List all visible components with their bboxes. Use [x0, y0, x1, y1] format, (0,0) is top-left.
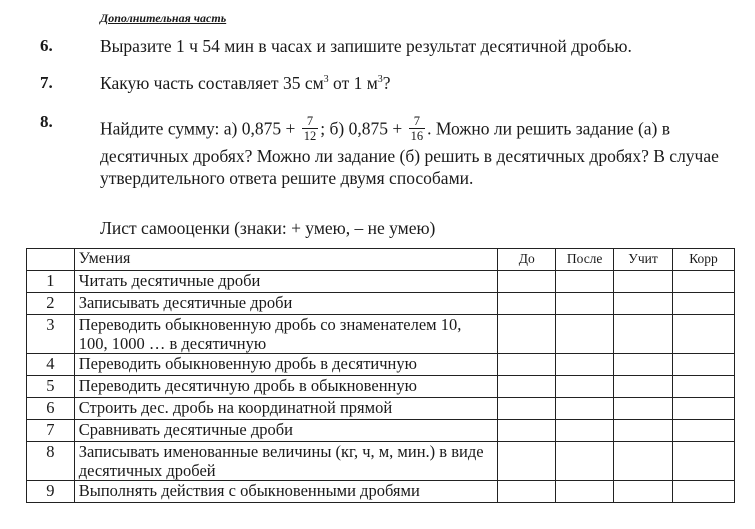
table-row — [27, 354, 735, 376]
cell-correction[interactable] — [673, 398, 735, 420]
cell-after[interactable] — [556, 398, 614, 420]
row-number: 7 — [27, 420, 75, 442]
skill-cell: Строить дес. дробь на координатной прямой — [74, 398, 498, 420]
cell-before[interactable] — [498, 315, 556, 354]
cell-after[interactable] — [556, 420, 614, 442]
row-number: 5 — [27, 376, 75, 398]
cell-before[interactable] — [498, 398, 556, 420]
cell-correction[interactable] — [673, 376, 735, 398]
section-title: Дополнительная часть — [100, 11, 227, 25]
skill-cell: Сравнивать десятичные дроби — [74, 420, 498, 442]
task-8-part-1: Найдите сумму: а) 0,875 + — [100, 118, 300, 139]
cell-before[interactable] — [498, 481, 556, 503]
task-number-7: 7. — [40, 73, 53, 92]
fraction-2-denominator: 16 — [410, 129, 424, 143]
cell-teacher[interactable] — [614, 293, 673, 315]
skill-cell: Записывать десятичные дроби — [74, 293, 498, 315]
row-number: 9 — [27, 481, 75, 503]
header-before: До — [498, 249, 556, 271]
task-7-sup-2: 3 — [377, 74, 383, 86]
task-number-8: 8. — [40, 112, 53, 131]
task-6-text: Выразите 1 ч 54 мин в часах и запишите результат десятичной дробью. — [100, 36, 632, 56]
cell-after[interactable] — [556, 293, 614, 315]
fraction-2-numerator: 7 — [409, 114, 426, 129]
table-row — [27, 481, 735, 503]
skill-cell: Читать десятичные дроби — [74, 271, 498, 293]
task-7-text-after: ? — [382, 73, 391, 93]
cell-after[interactable] — [556, 315, 614, 354]
task-7-text-mid: от 1 м — [328, 73, 378, 93]
cell-correction[interactable] — [673, 271, 735, 293]
skill-cell: Переводить обыкновенную дробь со знаменателем 10, 100, 1000 … в десятичную — [74, 315, 498, 354]
row-number: 1 — [27, 271, 75, 293]
cell-teacher[interactable] — [614, 271, 673, 293]
cell-after[interactable] — [556, 271, 614, 293]
self-assessment-table — [26, 248, 735, 503]
cell-before[interactable] — [498, 293, 556, 315]
cell-correction[interactable] — [673, 354, 735, 376]
table-row — [27, 315, 735, 354]
task-7-sup-1: 3 — [323, 74, 329, 86]
header-skills: Умения — [74, 249, 498, 271]
table-row — [27, 442, 735, 481]
task-8-text — [100, 116, 730, 189]
table-header-row — [27, 249, 735, 271]
fraction-1-numerator: 7 — [302, 114, 319, 129]
cell-teacher[interactable] — [614, 398, 673, 420]
self-assessment-title: Лист самооценки (знаки: + умею, – не умею) — [100, 218, 436, 238]
task-8-part-2: ; б) 0,875 + — [320, 118, 407, 139]
cell-before[interactable] — [498, 354, 556, 376]
cell-correction[interactable] — [673, 481, 735, 503]
skill-cell: Переводить обыкновенную дробь в десятичную — [74, 354, 498, 376]
row-number: 8 — [27, 442, 75, 481]
cell-correction[interactable] — [673, 293, 735, 315]
header-number — [27, 249, 75, 271]
task-8-part-3: . Можно ли решить задание (а) в десятичных дробях? Можно ли задание (б) решить в десятичных дробях? В случае утвердительного ответа решите двумя способами. — [100, 118, 719, 188]
cell-before[interactable] — [498, 442, 556, 481]
header-correction: Корр — [673, 249, 735, 271]
cell-correction[interactable] — [673, 315, 735, 354]
cell-after[interactable] — [556, 376, 614, 398]
row-number: 6 — [27, 398, 75, 420]
table-row — [27, 376, 735, 398]
skill-cell: Переводить десятичную дробь в обыкновенную — [74, 376, 498, 398]
task-7-text — [100, 73, 730, 94]
cell-correction[interactable] — [673, 420, 735, 442]
row-number: 3 — [27, 315, 75, 354]
fraction-7-16 — [409, 114, 426, 143]
cell-teacher[interactable] — [614, 354, 673, 376]
cell-teacher[interactable] — [614, 442, 673, 481]
table-row — [27, 293, 735, 315]
table-row — [27, 271, 735, 293]
task-number-6: 6. — [40, 36, 53, 55]
cell-before[interactable] — [498, 376, 556, 398]
cell-after[interactable] — [556, 442, 614, 481]
row-number: 4 — [27, 354, 75, 376]
header-teacher: Учит — [614, 249, 673, 271]
cell-teacher[interactable] — [614, 481, 673, 503]
header-after: После — [556, 249, 614, 271]
table-row — [27, 398, 735, 420]
row-number: 2 — [27, 293, 75, 315]
skill-cell: Записывать именованные величины (кг, ч, м, мин.) в виде десятичных дробей — [74, 442, 498, 481]
cell-after[interactable] — [556, 354, 614, 376]
cell-teacher[interactable] — [614, 420, 673, 442]
cell-after[interactable] — [556, 481, 614, 503]
cell-teacher[interactable] — [614, 376, 673, 398]
fraction-1-denominator: 12 — [303, 129, 317, 143]
task-7-text-before: Какую часть составляет 35 см — [100, 73, 324, 93]
cell-teacher[interactable] — [614, 315, 673, 354]
skill-cell: Выполнять действия с обыкновенными дробями — [74, 481, 498, 503]
cell-before[interactable] — [498, 420, 556, 442]
table-row — [27, 420, 735, 442]
cell-correction[interactable] — [673, 442, 735, 481]
cell-before[interactable] — [498, 271, 556, 293]
fraction-7-12 — [302, 114, 319, 143]
